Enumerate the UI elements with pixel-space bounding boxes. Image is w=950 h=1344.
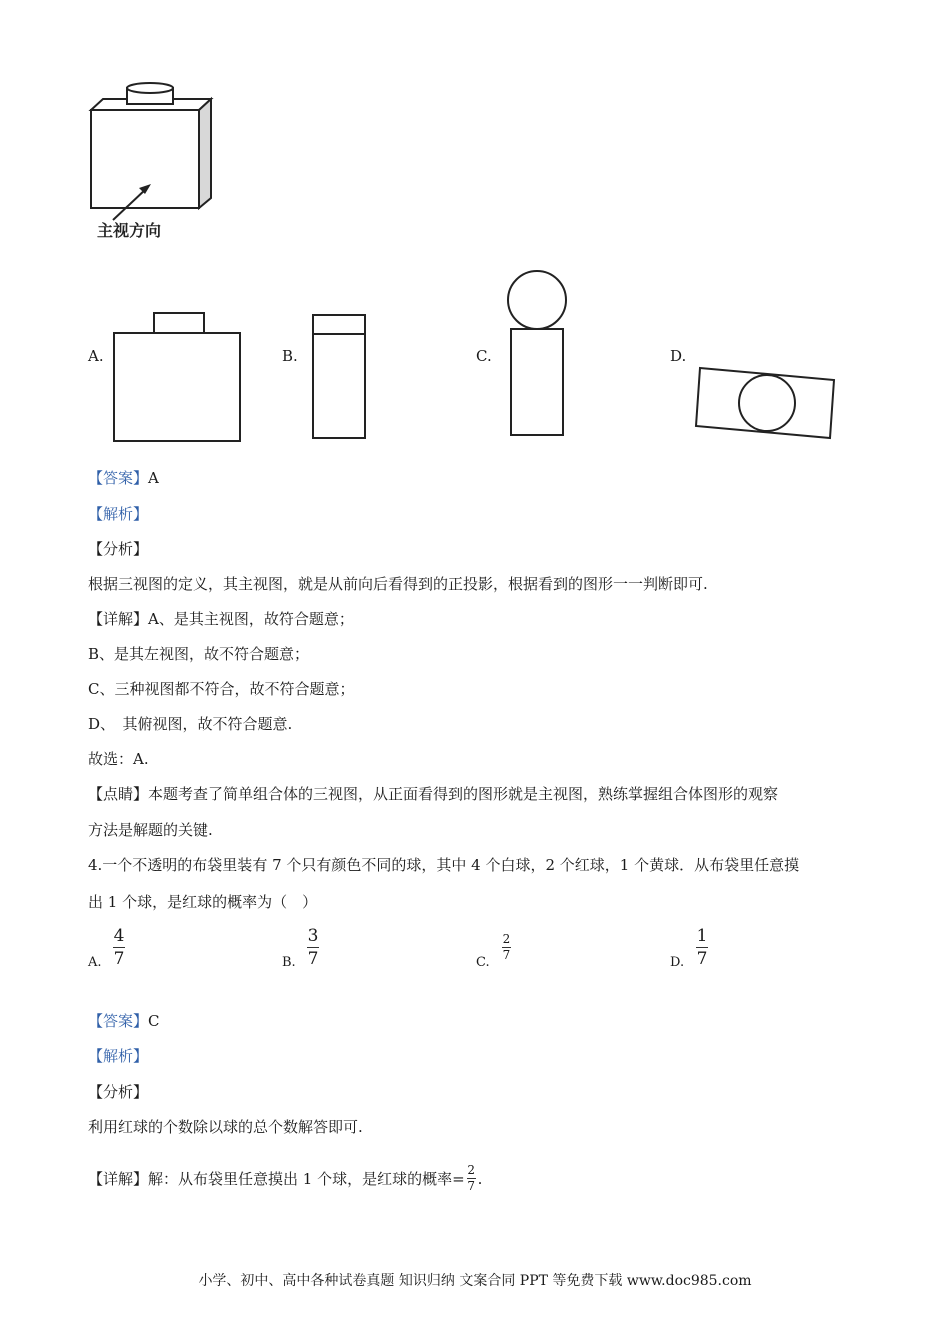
q3-option-b-label: B. [282,347,298,365]
q4-analysis-tag: 【解析】 [88,1047,149,1065]
q3-conclusion: 故选：A. [88,750,149,768]
q3-dianjing-1: 【点睛】本题考查了简单组合体的三视图，从正面看得到的图形就是主视图，熟练掌握组合体图形的观察 [88,785,779,803]
q4-option-c-label: C. [476,955,490,970]
q3-option-a-figure [110,310,245,445]
q3-detail-b: B、是其左视图，故不符合题意； [88,645,310,663]
q3-detail-a: 【详解】A、是其主视图，故符合题意； [88,610,354,628]
q3-detail-d: D、 其俯视图，故不符合题意. [88,715,293,733]
q4-stem-2: 出 1 个球，是红球的概率为（ ） [88,893,318,911]
q3-option-c-figure [500,258,575,440]
q3-fenxi-text: 根据三视图的定义，其主视图，就是从前向后看得到的正投影，根据看到的图形一一判断即可. [88,575,708,593]
q4-answer: 【答案】C [88,1012,160,1030]
q3-option-d-label: D. [670,347,687,365]
direction-label: 主视方向 [97,221,162,240]
q3-answer: 【答案】A [88,469,159,487]
page-footer: 小学、初中、高中各种试卷真题 知识归纳 文案合同 PPT 等免费下载 www.doc985.com [198,1273,752,1289]
q4-option-a-label: A. [88,955,102,970]
q4-option-a-fraction: 4 7 [113,926,125,969]
q4-option-b-fraction: 3 7 [307,926,319,969]
q3-dianjing-2: 方法是解题的关键. [88,821,213,839]
q4-stem-1: 4.一个不透明的布袋里装有 7 个只有颜色不同的球，其中 4 个白球，2 个红球，1 个黄球．从布袋里任意摸 [88,856,800,874]
q4-fenxi-tag: 【分析】 [88,1083,149,1101]
solid-figure [85,80,225,245]
q4-detail-fraction: $\frac{2}{7}$ [467,1163,475,1193]
q3-fenxi-tag: 【分析】 [88,540,149,558]
q4-option-b-label: B. [282,955,296,970]
q3-option-d-figure [690,360,840,445]
q3-option-a-label: A. [88,347,104,365]
q4-option-d-label: D. [670,955,685,970]
q4-option-c-fraction: 2 7 [502,932,511,962]
q4-option-d-fraction: 1 7 [696,926,708,969]
q3-option-c-label: C. [476,347,492,365]
q3-option-b-figure [310,312,370,442]
q3-analysis-tag: 【解析】 [88,505,149,523]
q4-fenxi-text: 利用红球的个数除以球的总个数解答即可. [88,1118,363,1136]
q4-detail: 【详解】解：从布袋里任意摸出 1 个球，是红球的概率= $\frac{2}{7}$ . [88,1163,483,1193]
q3-detail-c: C、三种视图都不符合，故不符合题意； [88,680,355,698]
